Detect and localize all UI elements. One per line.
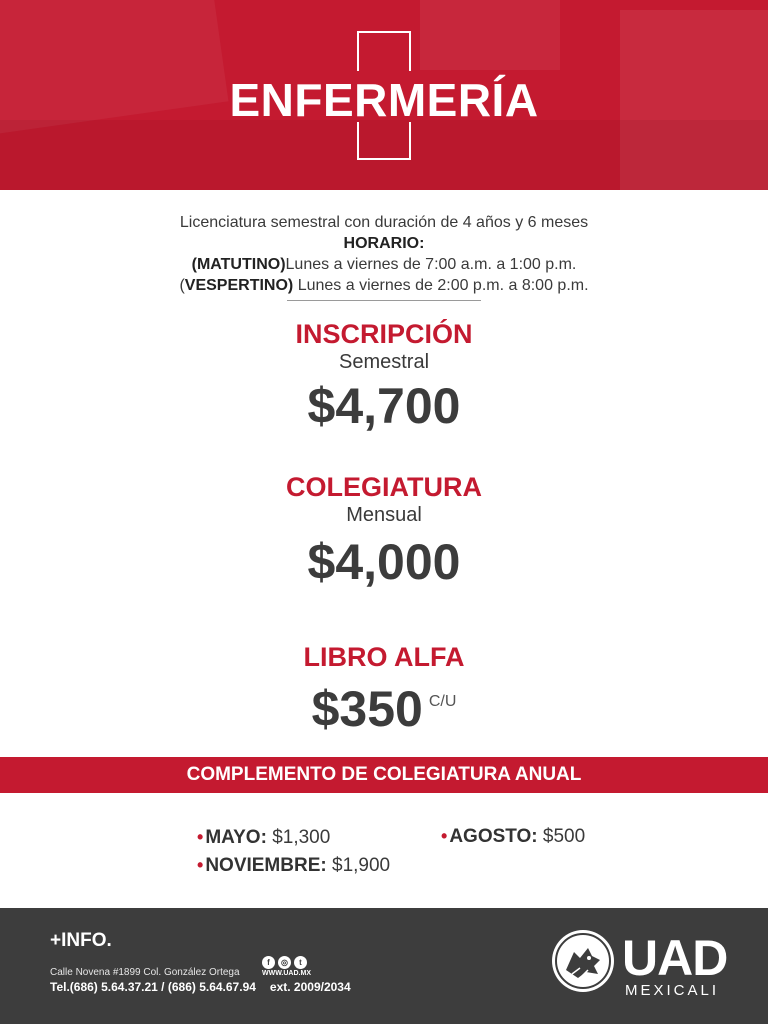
month-label: MAYO: [205,827,267,848]
wolf-emblem-icon [552,930,614,992]
complemento-item-mayo [197,825,330,850]
phones: Tel.(686) 5.64.37.21 / (686) 5.64.67.94 [50,980,256,994]
month-amount: $500 [542,826,586,847]
morning-label: (MATUTINO) [191,256,286,273]
libro-price: $350 [311,681,423,737]
website-link[interactable]: WWW.UAD.MX [262,970,311,977]
evening-label: VESPERTINO) [184,277,294,294]
facebook-icon[interactable]: f [262,956,275,969]
inscripcion-price: $4,700 [307,378,461,434]
month-amount: $1,300 [272,827,331,848]
more-info-label: +INFO. [50,930,112,951]
header-texture [420,0,560,70]
month-amount: $1,900 [332,855,391,876]
extensions: ext. 2009/2034 [269,980,351,994]
complemento-item-noviembre [197,853,390,878]
colegiatura-title: COLEGIATURA [286,472,482,502]
page-title: ENFERMERÍA [229,74,539,126]
schedule-block [0,212,768,296]
bullet-icon: • [197,855,204,875]
month-label: AGOSTO: [449,826,538,847]
complemento-banner: COMPLEMENTO DE COLEGIATURA ANUAL [0,757,768,793]
complemento-item-agosto [441,824,585,849]
title-frame-bottom [357,122,411,160]
logo-city: MEXICALI [625,982,720,999]
inscripcion-period: Semestral [338,351,430,373]
logo-name: UAD [622,930,728,986]
uad-logo [552,930,742,1010]
morning-schedule [0,254,768,275]
colegiatura-period: Mensual [346,504,422,526]
divider [287,300,481,301]
twitter-icon[interactable]: t [294,956,307,969]
address: Calle Novena #1899 Col. González Ortega [50,967,240,978]
libro-unit: C/U [428,693,457,710]
colegiatura-price: $4,000 [307,534,461,590]
evening-schedule: (VESPERTINO) Lunes a viernes de 2:00 p.m. a 8:00 p.m. [179,277,589,294]
social-icons [262,956,307,969]
month-label: NOVIEMBRE: [205,855,327,876]
bullet-icon: • [197,827,204,847]
libro-price-row [0,674,768,737]
phone-numbers [50,980,351,994]
morning-hours: Lunes a viernes de 7:00 a.m. a 1:00 p.m. [285,256,577,273]
libro-title: LIBRO ALFA [303,642,465,672]
title-frame-top [357,31,411,71]
program-duration: Licenciatura semestral con duración de 4 años y 6 meses [179,214,589,231]
header-banner [0,0,768,190]
instagram-icon[interactable]: ◎ [278,956,291,969]
footer [0,908,768,1024]
bullet-icon: • [441,826,448,846]
schedule-heading: HORARIO: [343,235,425,252]
inscripcion-title: INSCRIPCIÓN [295,319,473,349]
evening-hours: Lunes a viernes de 2:00 p.m. a 8:00 p.m. [293,277,589,294]
